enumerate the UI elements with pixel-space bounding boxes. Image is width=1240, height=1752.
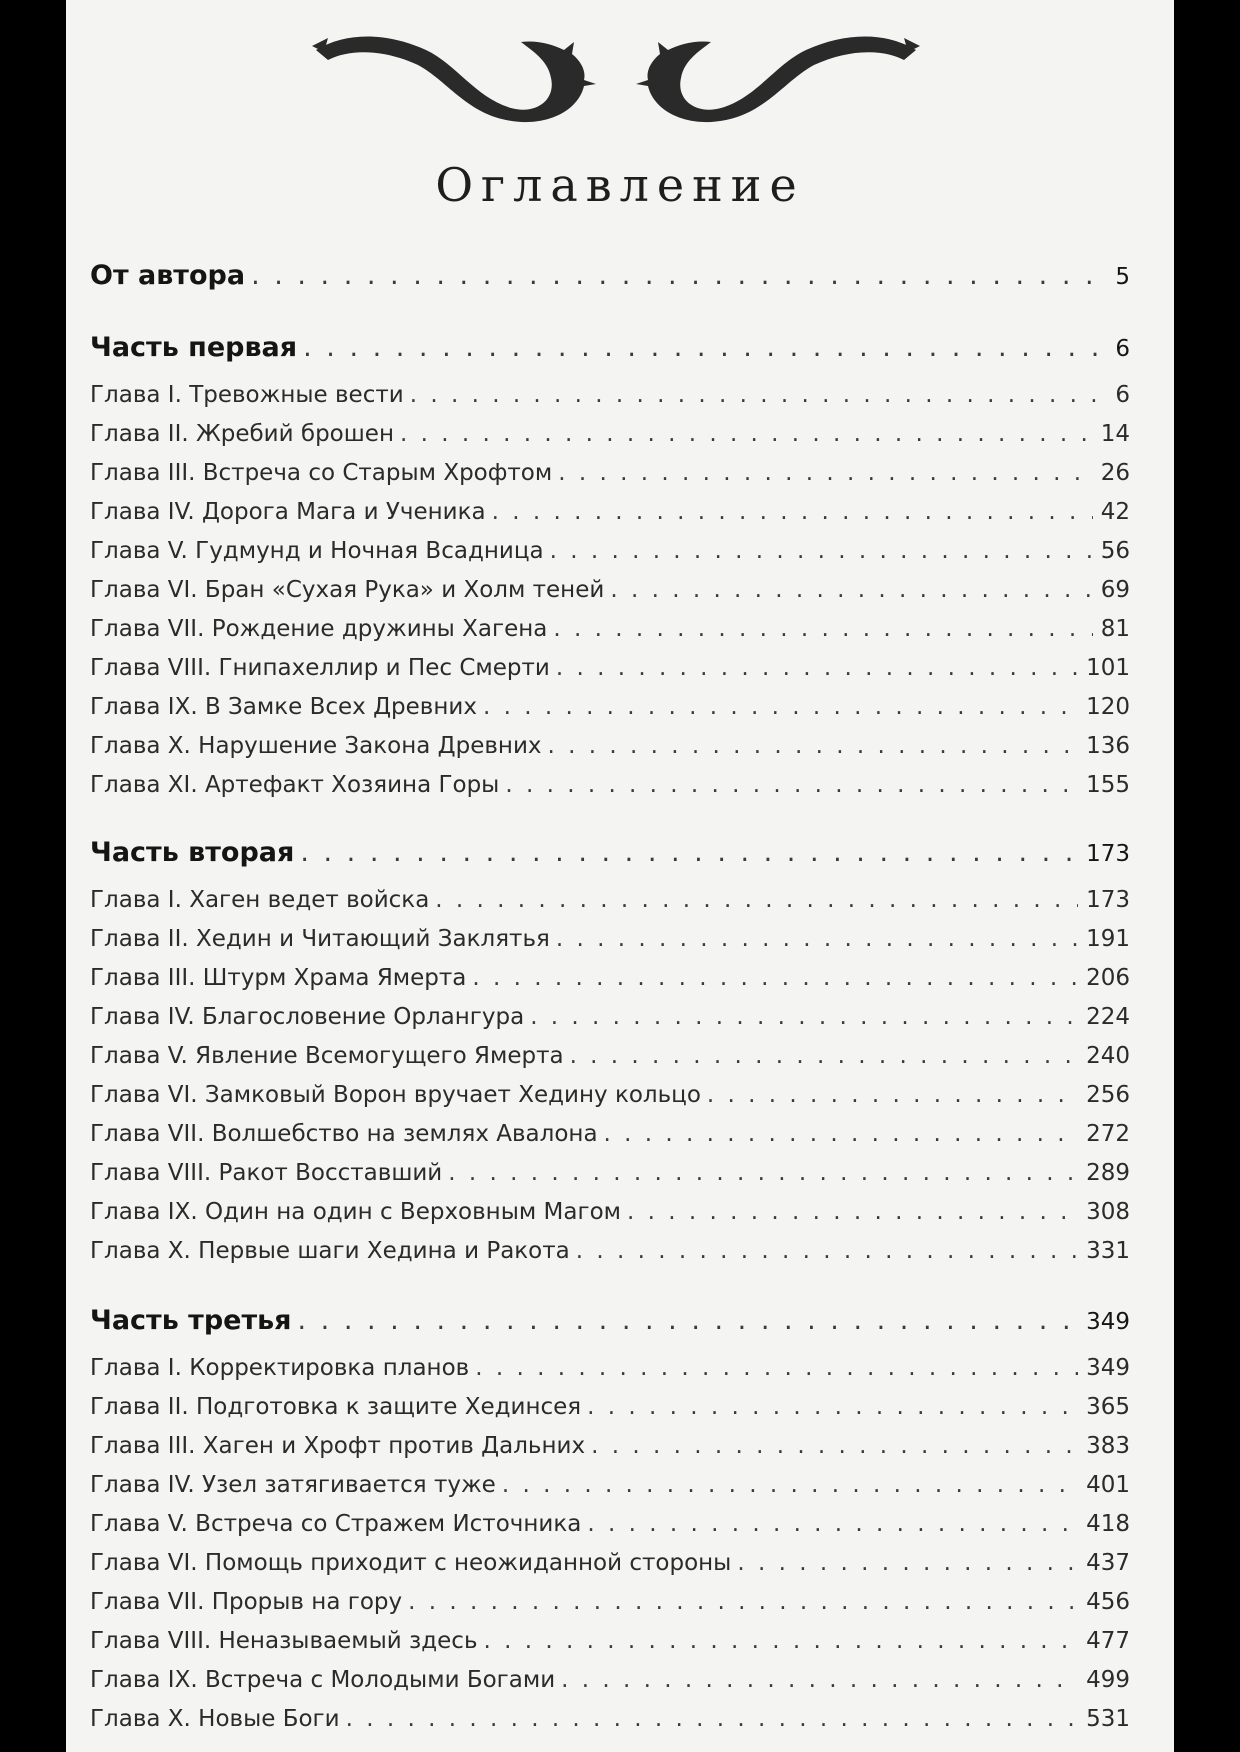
toc-chapter [90, 1511, 1130, 1550]
dot-leader [484, 1628, 1079, 1654]
toc-chapter [90, 538, 1130, 577]
chapter-label: Глава VIII. Гнипахеллир и Пес Смерти [90, 655, 550, 681]
page-number: 477 [1086, 1628, 1130, 1654]
page-number: 531 [1086, 1706, 1130, 1732]
toc-chapter [90, 1433, 1130, 1472]
toc-chapter [90, 382, 1130, 421]
chapter-label: Глава X. Новые Боги [90, 1706, 340, 1732]
toc-chapter [90, 1238, 1130, 1277]
page-number: 56 [1100, 538, 1130, 564]
chapter-label: Глава III. Штурм Храма Ямерта [90, 965, 467, 991]
page-number: 101 [1086, 655, 1130, 681]
page-number: 272 [1086, 1121, 1130, 1147]
dot-leader [550, 538, 1093, 564]
table-of-contents [90, 260, 1130, 1745]
page-number: 456 [1086, 1589, 1130, 1615]
page-number: 155 [1086, 772, 1130, 798]
chapter-label: Глава VII. Прорыв на гору [90, 1589, 403, 1615]
dot-leader [300, 837, 1078, 868]
dot-leader [346, 1706, 1079, 1732]
chapter-label: Глава I. Хаген ведет войска [90, 887, 430, 913]
part-title: Часть вторая [90, 837, 295, 868]
chapter-label: Глава III. Встреча со Старым Хрофтом [90, 460, 553, 486]
chapter-label: Глава VII. Рождение дружины Хагена [90, 616, 548, 642]
page-number: 308 [1086, 1199, 1130, 1225]
page-number: 26 [1100, 460, 1130, 486]
page-number: 173 [1086, 887, 1130, 913]
chapter-label: Глава II. Жребий брошен [90, 421, 394, 447]
toc-chapter [90, 1355, 1130, 1394]
chapter-label: Глава II. Подготовка к защите Хединсея [90, 1394, 582, 1420]
dot-leader [576, 1238, 1078, 1264]
toc-chapter [90, 1589, 1130, 1628]
dot-leader [502, 1472, 1078, 1498]
page-number: 224 [1086, 1004, 1130, 1030]
toc-part-heading [90, 837, 1130, 887]
chapter-label: Глава V. Встреча со Стражем Источника [90, 1511, 582, 1537]
toc-chapter [90, 1160, 1130, 1199]
book-page [66, 0, 1174, 1752]
chapter-label: Глава X. Нарушение Закона Древних [90, 733, 542, 759]
page-number: 6 [1115, 382, 1130, 408]
dot-leader [627, 1199, 1078, 1225]
chapter-label: Глава VI. Бран «Сухая Рука» и Холм теней [90, 577, 605, 603]
chapter-label: Глава IV. Дорога Мага и Ученика [90, 499, 486, 525]
page-number: 206 [1086, 965, 1130, 991]
chapter-label: Глава VIII. Неназываемый здесь [90, 1628, 478, 1654]
page-number: 349 [1086, 1309, 1130, 1335]
toc-chapter [90, 1004, 1130, 1043]
page-number: 191 [1086, 926, 1130, 952]
chapter-label: Глава IV. Узел затягивается туже [90, 1472, 496, 1498]
page-number: 120 [1086, 694, 1130, 720]
chapter-label: Глава VIII. Ракот Восставший [90, 1160, 443, 1186]
chapter-label: Глава IV. Благословение Орлангура [90, 1004, 525, 1030]
page-number: 331 [1086, 1238, 1130, 1264]
page-number: 499 [1086, 1667, 1130, 1693]
toc-chapter [90, 1667, 1130, 1706]
toc-chapter [90, 616, 1130, 655]
part-title: Часть первая [90, 332, 298, 363]
dot-leader [548, 733, 1079, 759]
chapter-label: Глава V. Явление Всемогущего Ямерта [90, 1043, 564, 1069]
toc-chapter [90, 926, 1130, 965]
toc-chapter [90, 965, 1130, 1004]
toc-part-heading [90, 1305, 1130, 1355]
dot-leader [530, 1004, 1078, 1030]
dot-leader [505, 772, 1078, 798]
page-number: 256 [1086, 1082, 1130, 1108]
chapter-label: Глава IX. Один на один с Верховным Магом [90, 1199, 621, 1225]
chapter-label: Глава IX. В Замке Всех Древних [90, 694, 477, 720]
dot-leader [448, 1160, 1078, 1186]
dot-leader [553, 616, 1092, 642]
dot-leader [408, 1589, 1078, 1615]
dot-leader [587, 1394, 1078, 1420]
chapter-label: Глава I. Корректировка планов [90, 1355, 470, 1381]
dot-leader [492, 499, 1093, 525]
toc-chapter [90, 1550, 1130, 1589]
chapter-label: Глава III. Хаген и Хрофт против Дальних [90, 1433, 586, 1459]
dot-leader [561, 1667, 1078, 1693]
dot-leader [303, 332, 1107, 363]
dot-leader [556, 655, 1078, 681]
dot-leader [475, 1355, 1078, 1381]
toc-chapter [90, 694, 1130, 733]
page-number: 240 [1086, 1043, 1130, 1069]
page-number: 383 [1086, 1433, 1130, 1459]
dot-leader [472, 965, 1078, 991]
page-title: Оглавление [435, 158, 805, 212]
dot-leader [737, 1550, 1078, 1576]
toc-part-heading [90, 332, 1130, 382]
chapter-label: Глава VI. Замковый Ворон вручает Хедину кольцо [90, 1082, 701, 1108]
toc-chapter [90, 1121, 1130, 1160]
dot-leader [298, 1305, 1079, 1336]
part-title: Часть третья [90, 1305, 292, 1336]
chapter-label: Глава X. Первые шаги Хедина и Ракота [90, 1238, 570, 1264]
chapter-label: Глава VII. Волшебство на землях Авалона [90, 1121, 598, 1147]
chapter-label: Глава XI. Артефакт Хозяина Горы [90, 772, 500, 798]
toc-chapter [90, 1043, 1130, 1082]
entry-label: От автора [90, 260, 246, 291]
toc-chapter [90, 460, 1130, 499]
dot-leader [410, 382, 1108, 408]
toc-entry-author-note [90, 260, 1130, 310]
toc-chapter [90, 1082, 1130, 1121]
page-number: 401 [1086, 1472, 1130, 1498]
page-number: 365 [1086, 1394, 1130, 1420]
toc-chapter [90, 1628, 1130, 1667]
dot-leader [483, 694, 1078, 720]
toc-chapter [90, 772, 1130, 811]
chapter-label: Глава V. Гудмунд и Ночная Всадница [90, 538, 544, 564]
dot-leader [558, 460, 1092, 486]
page-number: 136 [1086, 733, 1130, 759]
page-number: 418 [1086, 1511, 1130, 1537]
toc-chapter [90, 577, 1130, 616]
dot-leader [591, 1433, 1078, 1459]
toc-chapter [90, 499, 1130, 538]
dot-leader [556, 926, 1078, 952]
twin-dragons-ornament-icon [306, 20, 926, 130]
dot-leader [587, 1511, 1078, 1537]
toc-chapter [90, 733, 1130, 772]
toc-chapter [90, 1394, 1130, 1433]
dot-leader [400, 421, 1093, 447]
toc-chapter [90, 1472, 1130, 1511]
dot-leader [251, 260, 1107, 291]
page-number: 173 [1086, 841, 1130, 867]
toc-chapter [90, 655, 1130, 694]
dot-leader [435, 887, 1078, 913]
dot-leader [570, 1043, 1079, 1069]
page-number: 42 [1100, 499, 1130, 525]
dot-leader [604, 1121, 1079, 1147]
page-number: 69 [1100, 577, 1130, 603]
toc-chapter [90, 421, 1130, 460]
chapter-label: Глава II. Хедин и Читающий Заклятья [90, 926, 550, 952]
toc-chapter [90, 1199, 1130, 1238]
dot-leader [610, 577, 1092, 603]
chapter-label: Глава I. Тревожные вести [90, 382, 404, 408]
toc-chapter [90, 887, 1130, 926]
page-number: 5 [1115, 264, 1130, 290]
page-number: 349 [1086, 1355, 1130, 1381]
toc-chapter [90, 1706, 1130, 1745]
chapter-label: Глава IX. Встреча с Молодыми Богами [90, 1667, 556, 1693]
page-number: 14 [1100, 421, 1130, 447]
page-number: 289 [1086, 1160, 1130, 1186]
chapter-label: Глава VI. Помощь приходит с неожиданной стороны [90, 1550, 732, 1576]
dot-leader [707, 1082, 1078, 1108]
page-number: 6 [1115, 336, 1130, 362]
page-number: 81 [1100, 616, 1130, 642]
page-number: 437 [1086, 1550, 1130, 1576]
